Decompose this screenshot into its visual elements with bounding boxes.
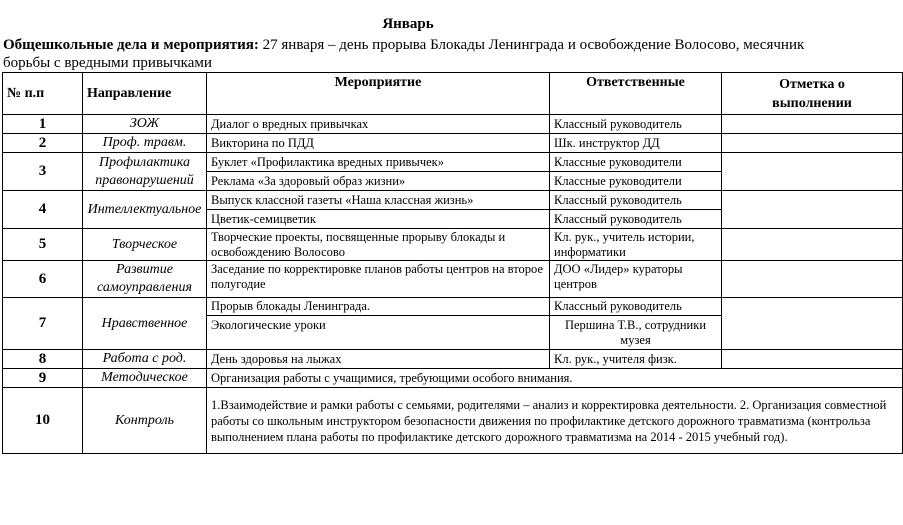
row-mark — [722, 134, 903, 153]
row-event: Цветик-семицветик — [207, 210, 550, 229]
row-event: Творческие проекты, посвященные прорыву блокады и освобождению Волосово — [207, 229, 550, 261]
row-responsible: Классный руководитель — [550, 115, 722, 134]
row-num: 3 — [3, 153, 83, 191]
header-direction: Направление — [83, 73, 207, 115]
row-event: День здоровья на лыжах — [207, 350, 550, 369]
row-num: 9 — [3, 369, 83, 388]
table-row — [3, 350, 903, 369]
row-merged-text: 1.Взаимодействие и рамки работы с семьями, родителями – анализ и корректировка деятельности. 2. Организация совместной работы со школьным инструктором безопасности движения по профилактике детского дорожного травматизма (контрольза выполнением плана работы по профилактике детского дорожного травматизма на 2014 - 2015 учебный год). — [207, 388, 903, 454]
row-direction: Нравственное — [83, 298, 207, 350]
table-row — [3, 298, 903, 316]
row-direction: Методическое — [83, 369, 207, 388]
row-direction: Творческое — [83, 229, 207, 261]
row-responsible: Кл. рук., учителя физк. — [550, 350, 722, 369]
row-num: 6 — [3, 261, 83, 298]
row-mark — [722, 191, 903, 229]
row-event: Выпуск классной газеты «Наша классная жизнь» — [207, 191, 550, 210]
row-mark — [722, 229, 903, 261]
row-num: 7 — [3, 298, 83, 350]
header-event: Мероприятие — [207, 73, 550, 115]
row-num: 1 — [3, 115, 83, 134]
header-mark-line1: Отметка о — [779, 76, 845, 92]
row-direction: Работа с род. — [83, 350, 207, 369]
row-responsible: Шк. инструктор ДД — [550, 134, 722, 153]
plan-table — [2, 72, 903, 454]
row-num: 8 — [3, 350, 83, 369]
row-merged-text: Организация работы с учащимися, требующими особого внимания. — [207, 369, 903, 388]
row-mark — [722, 115, 903, 134]
row-responsible: Классные руководители — [550, 153, 722, 172]
header-num: № п.п — [3, 73, 83, 115]
row-mark — [722, 153, 903, 191]
row-responsible: Классный руководитель — [550, 210, 722, 229]
row-event: Викторина по ПДД — [207, 134, 550, 153]
header-responsible: Ответственные — [550, 73, 722, 115]
row-event: Диалог о вредных привычках — [207, 115, 550, 134]
table-row — [3, 261, 903, 298]
row-num: 10 — [3, 388, 83, 454]
row-responsible: Кл. рук., учитель истории, информатики — [550, 229, 722, 261]
row-direction: Проф. травм. — [83, 134, 207, 153]
row-responsible: Классный руководитель — [550, 191, 722, 210]
intro-paragraph — [3, 36, 813, 72]
row-responsible: Классный руководитель — [550, 298, 722, 316]
row-direction: ЗОЖ — [83, 115, 207, 134]
table-row — [3, 388, 903, 454]
row-event: Прорыв блокады Ленинграда. — [207, 298, 550, 316]
row-responsible: Классные руководители — [550, 172, 722, 191]
table-row — [3, 153, 903, 172]
row-direction: Развитие самоуправления — [83, 261, 207, 298]
row-mark — [722, 261, 903, 298]
row-event: Реклама «За здоровый образ жизни» — [207, 172, 550, 191]
row-event: Экологические уроки — [207, 316, 550, 350]
table-row — [3, 191, 903, 210]
header-mark — [722, 73, 903, 115]
row-responsible: ДОО «Лидер» кураторы центров — [550, 261, 722, 298]
row-direction: Профилактика правонарушений — [83, 153, 207, 191]
row-num: 4 — [3, 191, 83, 229]
row-event: Заседание по корректировке планов работы центров на второе полугодие — [207, 261, 550, 298]
table-row — [3, 369, 903, 388]
header-mark-line2: выполнении — [772, 95, 852, 111]
row-mark — [722, 298, 903, 350]
row-num: 5 — [3, 229, 83, 261]
intro-text: 27 января – день прорыва Блокады Ленинграда и освобождение Волосово, месячник борьбы с вредными привычками — [3, 37, 805, 71]
table-header-row — [3, 73, 903, 115]
row-event: Буклет «Профилактика вредных привычек» — [207, 153, 550, 172]
intro-label: Общешкольные дела и мероприятия: — [3, 37, 259, 53]
table-row — [3, 229, 903, 261]
row-mark — [722, 350, 903, 369]
table-row — [3, 115, 903, 134]
row-num: 2 — [3, 134, 83, 153]
table-row — [3, 134, 903, 153]
row-direction: Контроль — [83, 388, 207, 454]
page-title: Январь — [382, 16, 434, 32]
row-direction: Интеллектуальное — [83, 191, 207, 229]
row-responsible: Першина Т.В., сотрудники музея — [550, 316, 722, 350]
